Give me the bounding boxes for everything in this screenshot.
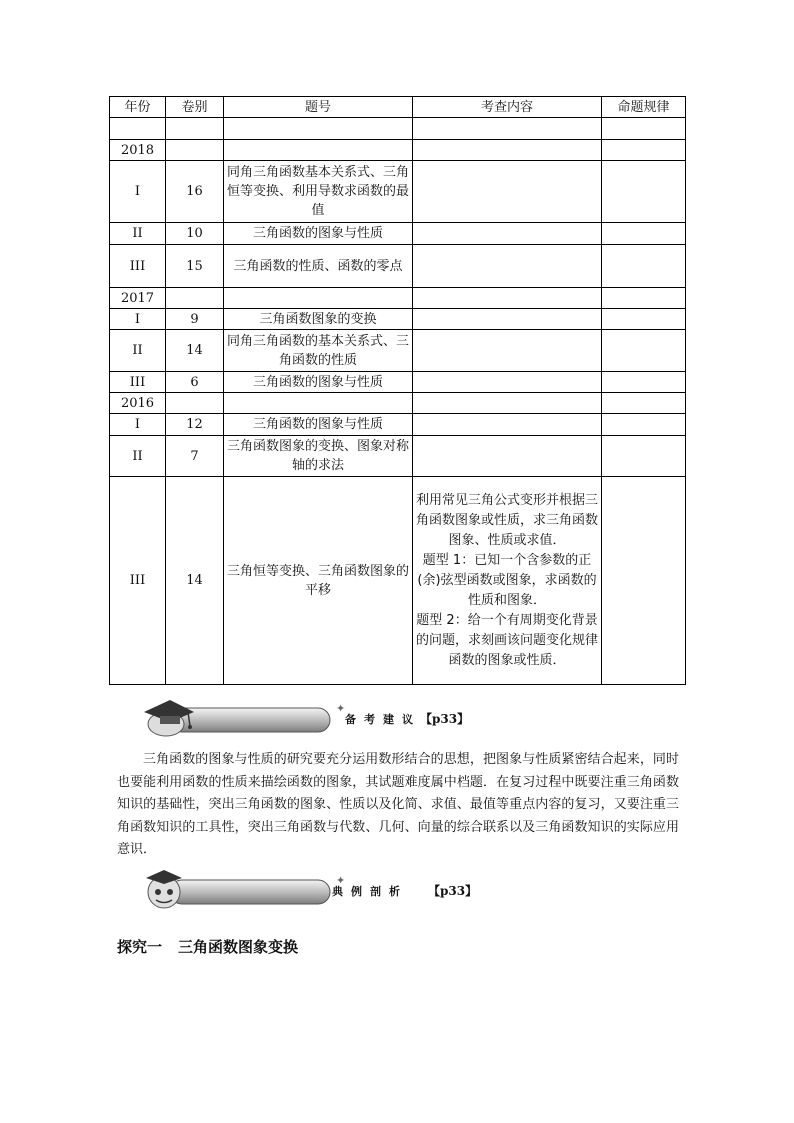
cell-rule: [602, 393, 686, 414]
cell-volume: 16: [166, 161, 224, 223]
cell-volume: 14: [166, 330, 224, 372]
cell-topic: 三角函数图象的变换、图象对称轴的求法: [224, 436, 413, 477]
cell-topic: [224, 140, 413, 161]
header-content: 考查内容: [413, 97, 602, 118]
cell-topic: 同角三角函数的基本关系式、三角函数的性质: [224, 330, 413, 372]
cell-rule: [602, 330, 686, 372]
cell-year: I: [110, 414, 166, 436]
cell-topic: 同角三角函数基本关系式、三角恒等变换、利用导数求函数的最值: [224, 161, 413, 223]
cell-topic: 三角函数的性质、函数的零点: [224, 245, 413, 288]
cell-volume: 7: [166, 436, 224, 477]
cell-rule: [602, 161, 686, 223]
cell-year: II: [110, 436, 166, 477]
cell-topic: [224, 288, 413, 309]
table-row: [110, 330, 686, 372]
table-row: [110, 477, 686, 685]
table-row: [110, 414, 686, 436]
cell-topic: 三角函数的图象与性质: [224, 414, 413, 436]
cell-topic: 三角恒等变换、三角函数图象的平移: [224, 477, 413, 685]
cell-topic: 三角函数的图象与性质: [224, 223, 413, 245]
cell-content: [413, 330, 602, 372]
cell-content: [413, 393, 602, 414]
table-row: [110, 161, 686, 223]
cell-content: [413, 414, 602, 436]
header-year: 年份: [110, 97, 166, 118]
table-row: [110, 288, 686, 309]
cell-content: [413, 140, 602, 161]
section-title: 三角函数图象变换: [178, 938, 299, 956]
table-row: [110, 372, 686, 393]
cell-rule: [602, 414, 686, 436]
cell-year: II: [110, 330, 166, 372]
cell-year: I: [110, 161, 166, 223]
banner-label: 备考建议: [345, 713, 421, 726]
graduation-cap-icon: [140, 694, 350, 744]
content-intro: 利用常见三角公式变形并根据三角函数图象或性质，求三角函数图象、性质或求值．: [416, 492, 599, 548]
exam-analysis-table: [109, 96, 686, 685]
cell-topic: 三角函数图象的变换: [224, 309, 413, 330]
banner-page-ref: 【p33】: [428, 884, 478, 898]
table-header-row: [110, 97, 686, 118]
cell-volume: 12: [166, 414, 224, 436]
cell-rule: [602, 309, 686, 330]
table-row: [110, 436, 686, 477]
cell-content: [413, 309, 602, 330]
cell-volume: [166, 118, 224, 140]
cell-rule: [602, 436, 686, 477]
section-heading: [117, 936, 298, 957]
cell-volume: 15: [166, 245, 224, 288]
cell-content: [413, 477, 602, 685]
table-row: [110, 309, 686, 330]
cell-year: III: [110, 477, 166, 685]
svg-text:✦: ✦: [336, 702, 346, 715]
cell-rule: [602, 477, 686, 685]
cell-volume: [166, 288, 224, 309]
table-row: [110, 118, 686, 140]
cell-content: [413, 372, 602, 393]
cell-rule: [602, 288, 686, 309]
table-row: [110, 140, 686, 161]
header-volume: 卷别: [166, 97, 224, 118]
cell-content: [413, 288, 602, 309]
content-type1: 题型 1：已知一个含参数的正(余)弦型函数或图象，求函数的性质和图象．: [417, 552, 597, 608]
cell-volume: 9: [166, 309, 224, 330]
cell-rule: [602, 223, 686, 245]
cell-volume: [166, 140, 224, 161]
cell-rule: [602, 140, 686, 161]
header-rule: 命题规律: [602, 97, 686, 118]
table-row: [110, 393, 686, 414]
cell-content: [413, 245, 602, 288]
cell-year: 2017: [110, 288, 166, 309]
cell-year: 2016: [110, 393, 166, 414]
section-number: 探究一: [117, 938, 163, 956]
cell-year: III: [110, 372, 166, 393]
content-type2: 题型 2：给一个有周期变化背景的问题，求刻画该问题变化规律函数的图象或性质．: [416, 612, 599, 668]
banner-exam-advice: [140, 694, 480, 744]
cell-content: [413, 118, 602, 140]
banner-example-analysis: [140, 866, 480, 916]
cell-rule: [602, 118, 686, 140]
cell-volume: [166, 393, 224, 414]
cell-topic: [224, 393, 413, 414]
table-row: [110, 245, 686, 288]
mascot-icon: [140, 866, 350, 916]
cell-rule: [602, 245, 686, 288]
banner-page-ref: 【p33】: [420, 712, 470, 726]
cell-topic: [224, 118, 413, 140]
cell-year: [110, 118, 166, 140]
cell-volume: 6: [166, 372, 224, 393]
cell-year: II: [110, 223, 166, 245]
header-question: 题号: [224, 97, 413, 118]
svg-text:✦: ✦: [336, 874, 346, 887]
table-row: [110, 223, 686, 245]
cell-topic: 三角函数的图象与性质: [224, 372, 413, 393]
cell-year: 2018: [110, 140, 166, 161]
banner-label: 典例剖析: [332, 885, 408, 898]
cell-volume: 14: [166, 477, 224, 685]
cell-volume: 10: [166, 223, 224, 245]
cell-rule: [602, 372, 686, 393]
cell-year: I: [110, 309, 166, 330]
advice-paragraph: 三角函数的图象与性质的研究要充分运用数形结合的思想，把图象与性质紧密结合起来，同时也要能利用函数的性质来描绘函数的图象，其试题难度属中档题．在复习过程中既要注重三角函数知识的基础性，突出三角函数的图象、性质以及化简、求值、最值等重点内容的复习，又要注重三角函数知识的工具性，突出三角函数与代数、几何、向量的综合联系以及三角函数知识的实际应用意识．: [117, 752, 679, 857]
cell-year: III: [110, 245, 166, 288]
cell-content: [413, 223, 602, 245]
cell-content: [413, 161, 602, 223]
cell-content: [413, 436, 602, 477]
